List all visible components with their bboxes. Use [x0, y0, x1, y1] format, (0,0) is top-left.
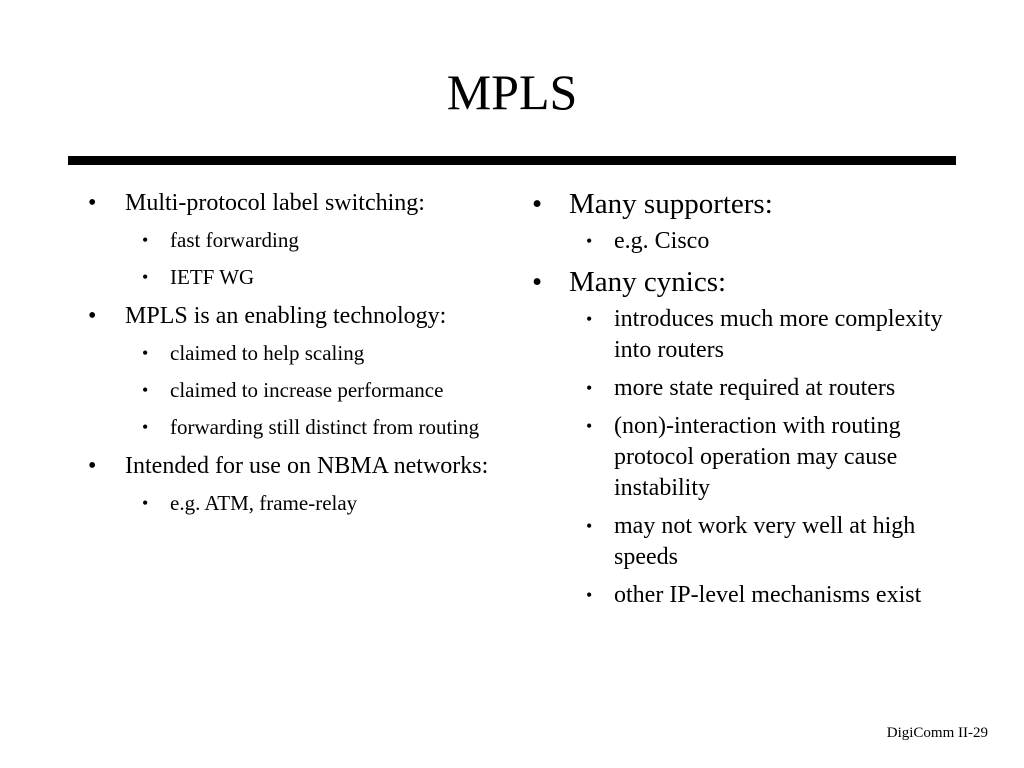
- sub-bullet-item: • may not work very well at high speeds: [532, 511, 962, 573]
- slide-footer: DigiComm II-29: [886, 725, 988, 741]
- sub-bullet-item: • claimed to help scaling: [88, 338, 508, 369]
- sub-bullet-list: [569, 304, 962, 611]
- bullet-text: Multi-protocol label switching:: [125, 190, 425, 216]
- slide-title: MPLS: [446, 64, 578, 120]
- sub-bullet-item: • (non)-interaction with routing protocol operation may cause instability: [532, 411, 962, 504]
- sub-bullet-list: [125, 488, 508, 519]
- bullet-item: [88, 449, 508, 519]
- title-divider: [68, 156, 956, 165]
- sub-bullet-item: • more state required at routers: [532, 373, 962, 404]
- sub-bullet-list: [125, 338, 508, 443]
- sub-bullet-item: • IETF WG: [88, 262, 508, 293]
- bullet-item: [532, 264, 962, 611]
- sub-bullet-item: • claimed to increase performance: [88, 375, 508, 406]
- bullet-text: MPLS is an enabling technology:: [125, 303, 447, 329]
- bullet-item: [88, 186, 508, 293]
- sub-bullet-item: • fast forwarding: [88, 225, 508, 256]
- bullet-text: Many cynics:: [569, 266, 727, 298]
- sub-bullet-list: [125, 225, 508, 293]
- right-bullet-list: [532, 186, 962, 618]
- sub-bullet-item: • e.g. ATM, frame-relay: [88, 488, 508, 519]
- sub-bullet-item: • introduces much more complexity into routers: [532, 304, 962, 366]
- bullet-text: Many supporters:: [569, 188, 773, 220]
- sub-bullet-item: • forwarding still distinct from routing: [88, 412, 508, 443]
- bullet-text: Intended for use on NBMA networks:: [125, 453, 489, 479]
- sub-bullet-item: • other IP-level mechanisms exist: [532, 580, 962, 611]
- sub-bullet-item: • e.g. Cisco: [532, 226, 962, 257]
- left-bullet-list: [88, 186, 508, 525]
- bullet-item: [532, 186, 962, 257]
- bullet-item: [88, 299, 508, 443]
- sub-bullet-list: [569, 226, 962, 257]
